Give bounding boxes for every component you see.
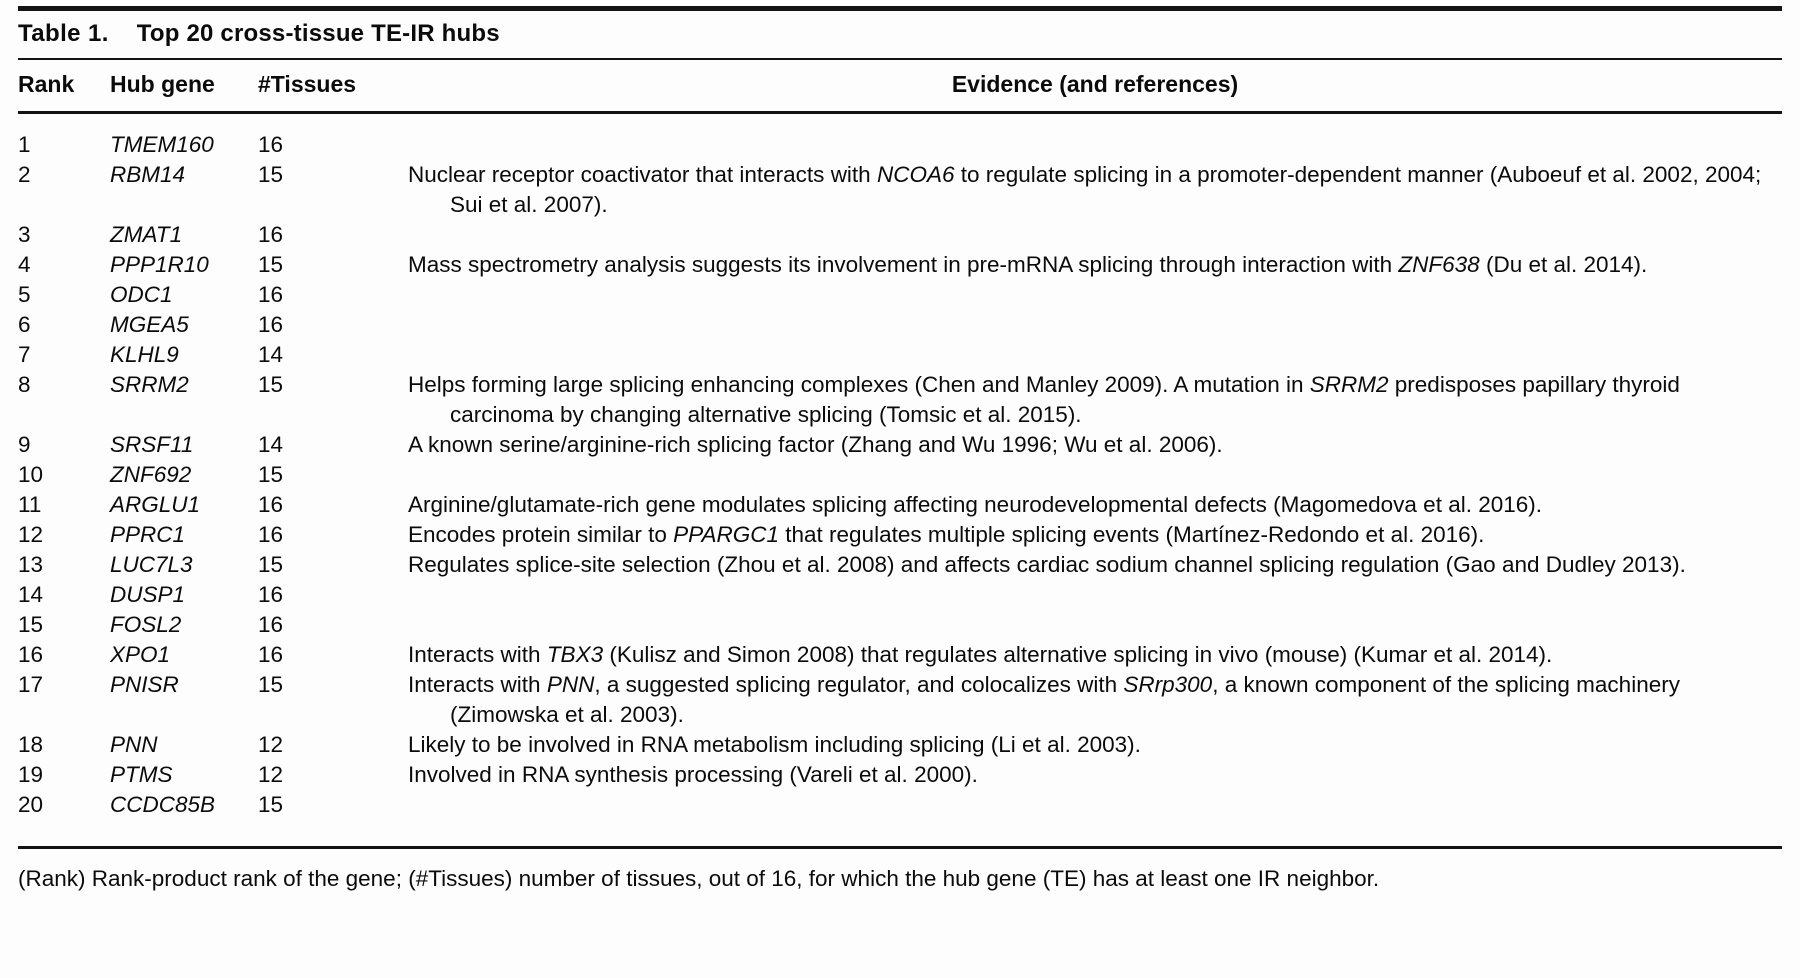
hub-gene-cell: XPO1 [110,642,171,667]
rank-cell: 7 [18,342,31,367]
table-row [18,370,1782,430]
rank-cell: 18 [18,732,44,757]
tissues-count-cell: 16 [258,522,284,547]
tissues-count-cell: 15 [258,162,284,187]
rank-cell: 6 [18,312,31,337]
hub-gene-cell: RBM14 [110,162,186,187]
evidence-text: Likely to be involved in RNA metabolism including splicing (Li et al. 2003). [408,732,1141,757]
gene-name-italic: ZNF638 [1398,252,1480,277]
hub-gene-cell: FOSL2 [110,612,182,637]
table-row [18,760,1782,790]
table-row [18,250,1782,280]
table-body [18,114,1782,846]
table-caption: Top 20 cross-tissue TE-IR hubs [136,20,500,47]
column-header-rank: Rank [18,71,75,97]
rank-cell: 12 [18,522,44,547]
evidence-text: predisposes papillary thyroid carcinoma by changing alternative splicing (Tomsic et al. 2015). [450,372,1680,427]
rank-cell: 13 [18,552,44,577]
table-row [18,520,1782,550]
rank-cell: 17 [18,672,44,697]
rank-cell: 10 [18,462,44,487]
hub-gene-cell: PNISR [110,672,179,697]
rank-cell: 11 [18,492,42,517]
evidence-cell [408,160,1782,220]
column-header-evidence: Evidence (and references) [951,71,1239,97]
table-label: Table 1. [18,20,109,47]
table-row [18,580,1782,610]
evidence-text: Interacts with [408,672,547,697]
table-row [18,670,1782,730]
table-header-row [18,60,1782,111]
tissues-count-cell: 16 [258,282,284,307]
hub-gene-cell: MGEA5 [110,312,189,337]
rank-cell: 5 [18,282,31,307]
table-row [18,460,1782,490]
gene-name-italic: SRRM2 [1309,372,1389,397]
tissues-count-cell: 16 [258,582,284,607]
gene-name-italic: PPARGC1 [673,522,779,547]
hub-gene-cell: KLHL9 [110,342,179,367]
tissues-count-cell: 15 [258,792,284,817]
hub-gene-cell: ZNF692 [110,462,192,487]
evidence-text: Nuclear receptor coactivator that interacts with [408,162,877,187]
hub-gene-cell: TMEM160 [110,132,214,157]
hub-gene-cell: ARGLU1 [110,492,201,517]
table-footnote: (Rank) Rank-product rank of the gene; (#Tissues) number of tissues, out of 16, for which the hub gene (TE) has at least one IR neighbor. [18,866,1380,891]
hub-gene-cell: LUC7L3 [110,552,193,577]
evidence-text: (Du et al. 2014). [1479,252,1648,277]
hub-gene-cell: PPRC1 [110,522,186,547]
rank-cell: 20 [18,792,44,817]
tissues-count-cell: 14 [258,432,284,457]
evidence-text: Involved in RNA synthesis processing (Vareli et al. 2000). [408,762,978,787]
table-row [18,340,1782,370]
tissues-count-cell: 15 [258,552,284,577]
evidence-cell [408,550,1782,580]
table-row [18,730,1782,760]
evidence-text: , a known component of the splicing machinery (Zimowska et al. 2003). [450,672,1680,727]
rank-cell: 14 [18,582,44,607]
table-row [18,220,1782,250]
evidence-cell [408,730,1782,760]
rank-cell: 15 [18,612,44,637]
table-row [18,790,1782,820]
evidence-cell [408,250,1782,280]
hub-gene-cell: PPP1R10 [110,252,209,277]
evidence-cell [408,430,1782,460]
hub-gene-cell: CCDC85B [110,792,216,817]
tissues-count-cell: 15 [258,672,284,697]
evidence-text: Interacts with [408,642,547,667]
evidence-text: Helps forming large splicing enhancing complexes (Chen and Manley 2009). A mutation in [408,372,1310,397]
column-header-hub-gene: Hub gene [110,71,215,97]
rank-cell: 3 [18,222,31,247]
tissues-count-cell: 12 [258,732,284,757]
hub-gene-cell: ZMAT1 [110,222,183,247]
tissues-count-cell: 12 [258,762,284,787]
evidence-text: Mass spectrometry analysis suggests its involvement in pre-mRNA splicing through interaction with [408,252,1399,277]
evidence-text: Arginine/glutamate-rich gene modulates splicing affecting neurodevelopmental defects (Magomedova et al. 2016). [408,492,1543,517]
evidence-text: Regulates splice-site selection (Zhou et al. 2008) and affects cardiac sodium channel splicing regulation (Gao and Dudley 2013). [408,552,1686,577]
tissues-count-cell: 16 [258,492,284,517]
table-row [18,160,1782,220]
gene-name-italic: SRrp300 [1123,672,1213,697]
table-row [18,430,1782,460]
gene-name-italic: NCOA6 [876,162,955,187]
hub-gene-cell: ODC1 [110,282,173,307]
tissues-count-cell: 16 [258,132,284,157]
rank-cell: 4 [18,252,31,277]
hub-gene-cell: SRRM2 [110,372,189,397]
rank-cell: 19 [18,762,44,787]
table-title [18,11,1782,58]
evidence-cell [408,370,1782,430]
table-row [18,640,1782,670]
gene-name-italic: TBX3 [546,642,604,667]
rank-cell: 9 [18,432,31,457]
rank-cell: 8 [18,372,31,397]
evidence-cell [408,520,1782,550]
tissues-count-cell: 14 [258,342,284,367]
evidence-cell [408,640,1782,670]
table-row [18,310,1782,340]
tissues-count-cell: 16 [258,222,284,247]
evidence-text: that regulates multiple splicing events (Martínez-Redondo et al. 2016). [779,522,1485,547]
evidence-text: (Kulisz and Simon 2008) that regulates alternative splicing in vivo (mouse) (Kumar et al. 2014). [603,642,1553,667]
evidence-text: to regulate splicing in a promoter-dependent manner (Auboeuf et al. 2002, 2004; Sui et al. 2007). [450,162,1762,217]
evidence-text: , a suggested splicing regulator, and colocalizes with [594,672,1124,697]
table-row [18,550,1782,580]
hub-gene-cell: PTMS [110,762,173,787]
rank-cell: 2 [18,162,31,187]
evidence-cell [408,490,1782,520]
evidence-cell [408,670,1782,730]
hub-gene-cell: DUSP1 [110,582,186,607]
tissues-count-cell: 15 [258,462,284,487]
rank-cell: 16 [18,642,44,667]
table-row [18,280,1782,310]
tissues-count-cell: 16 [258,642,284,667]
rank-cell: 1 [18,132,31,157]
gene-name-italic: PNN [546,672,595,697]
column-header-tissues: #Tissues [258,71,357,97]
tissues-count-cell: 16 [258,312,284,337]
table-row [18,490,1782,520]
tissues-count-cell: 15 [258,372,284,397]
hub-gene-cell: SRSF11 [110,432,194,457]
tissues-count-cell: 15 [258,252,284,277]
tissues-count-cell: 16 [258,612,284,637]
table-row [18,610,1782,640]
evidence-text: A known serine/arginine-rich splicing factor (Zhang and Wu 1996; Wu et al. 2006). [408,432,1223,457]
evidence-text: Encodes protein similar to [408,522,674,547]
table-row [18,130,1782,160]
evidence-cell [408,760,1782,790]
hub-gene-cell: PNN [110,732,158,757]
